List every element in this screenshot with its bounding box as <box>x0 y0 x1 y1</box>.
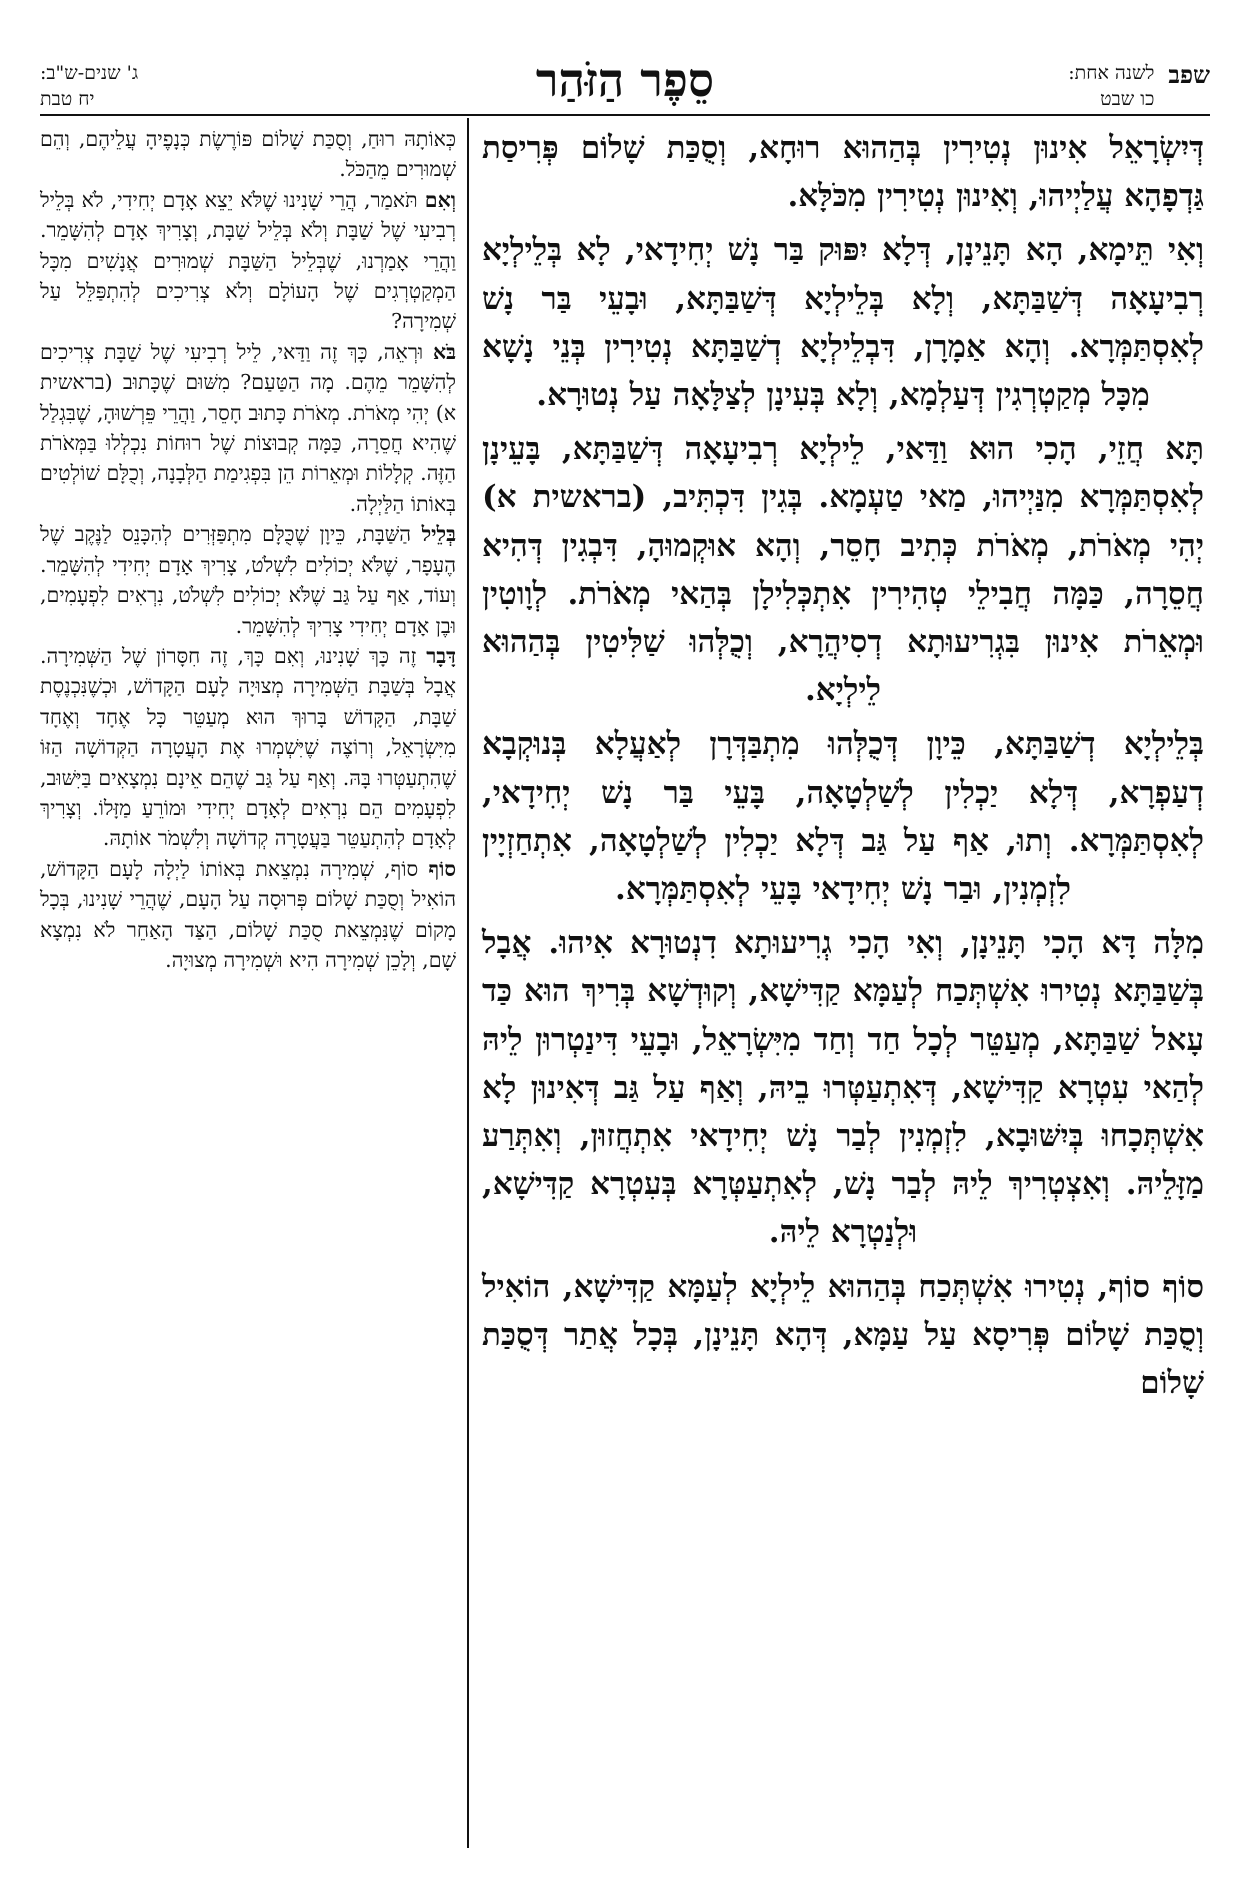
paragraph-text: תֹּאמַר, הֲרֵי שָׁנִינוּ שֶׁלֹּא יֵצֵא אָדָם יְחִידִי, לֹא בְּלֵיל רְבִיעִי שֶׁל שַׁבָּת וְלֹא בְּלֵיל שַׁבָּת, וְצָרִיךְ אָדָם לְהִשָּׁמֵר. וַהֲרֵי אָמַרְנוּ, שֶׁבְּלֵיל הַשַּׁבָּת שְׁמוּרִים אֲנָשִׁים מִכָּל הַמְקַטְרְגִים שֶׁל הָעוֹלָם וְלֹא צְרִיכִים לְהִתְפַּלֵּל עַל שְׁמִירָה? <box>40 187 456 334</box>
opening-word: תָּא <box>1165 431 1204 468</box>
paragraph-text: כְּאוֹתָהּ רוּחַ, וְסֻכַּת שָׁלוֹם פּוֹרֶשֶׂת כְּנָפֶיהָ עֲלֵיהֶם, וְהֵם שְׁמוּרִים מֵהַכֹּל. <box>40 127 456 182</box>
main-paragraph <box>482 226 1204 419</box>
schedule-three-years-date: יח טבת <box>40 88 95 110</box>
schedule-one-year-label: לשנה אחת: <box>1068 62 1155 84</box>
study-schedule-three-years <box>40 60 138 112</box>
opening-word: דָּבָר <box>426 643 456 668</box>
page-number: שפב <box>1168 60 1210 89</box>
paragraph-text: אִינוּן נְטִירִין בְּהַהוּא רוּחָא, וְסֻכַּת שָׁלוֹם פְּרִיסַת גַּדְפָהָא עֲלַיְיהוּ, וְאִינוּן נְטִירִין מִכֹּלָּא. <box>482 130 1204 215</box>
book-title: סֵפֶר הַזֹּהַר <box>535 53 715 107</box>
side-paragraph <box>40 185 456 337</box>
paragraph-text: חֲזֵי, הָכִי הוּא וַדַּאי, לֵילְיָא רְבִיעָאָה דְּשַׁבַּתָּא, בָּעֵינָן לְאִסְתַּמְּרָא מִנַּיְיהוּ, מַאי טַעְמָא. בְּגִין דִּכְתִּיב, (בראשית א) יְהִי מְאֹרֹת, מְאֹרֹת כְּתִיב חָסֵר, וְהָא אוּקְמוּהָ, דִּבְגִין דְּהִיא חֲסֵרָה, כַּמָּה חֲבִילֵי טְהִירִין אִתְכְּלִילָן בְּהַאי מְאֹרֹת. לְוָוטִין וּמְאֵרֹת אִינוּן בִּגְרִיעוּתָא דְסִיהֲרָא, וְכֻלְּהוּ שַׁלִּיטִין בְּהַהוּא לֵילְיָא. <box>482 431 1204 709</box>
paragraph-text: תֵּימָא, הָא תָּנֵינָן, דְּלָא יִפּוּק בַּר נָשׁ יְחִידָאי, לָא בְּלֵילְיָא רְבִיעָאָה דְּשַׁבַּתָּא, וְלָא בְּלֵילְיָא דְּשַׁבַּתָּא, וּבָעֵי בַּר נָשׁ לְאִסְתַּמְּרָא. וְהָא אַמָרָן, דִּבְלֵילְיָא דְשַׁבַּתָּא נְטִירִין בְּנֵי נָשָׁא מִכָּל מְקַטְרְגִין דְּעַלְמָא, וְלָא בְּעִינָן לְצַלָּאָה עַל נְטוּרָא. <box>482 232 1204 414</box>
opening-word: וְאִי <box>1168 232 1204 269</box>
opening-word: בְּלֵיל <box>421 522 456 547</box>
main-paragraph <box>482 919 1204 1256</box>
side-paragraph <box>40 337 456 519</box>
header-rule <box>40 114 1210 116</box>
paragraph-text: זֶה כָּךְ שָׁנִינוּ, וְאִם כָּךְ, זֶה חִסָּרוֹן שֶׁל הַשְּׁמִירָה. אֲבָל בְּשַׁבָּת הַשְּׁמִירָה מְצוּיָה לָעָם הַקָּדוֹשׁ, וּכְשֶׁנִּכְנֶסֶת שַׁבָּת, הַקָּדוֹשׁ בָּרוּךְ הוּא מְעַטֵּר כָּל אֶחָד וְאֶחָד מִיִּשְׂרָאֵל, וְרוֹצֶה שֶׁיִּשְׁמְרוּ אֶת הָעֲטָרָה הַקְּדוֹשָׁה הַזּוֹ שֶׁהִתְעַטְּרוּ בָּהּ. וְאַף עַל גַּב שֶׁהֵם אֵינָם נִמְצָאִים בַּיִּשּׁוּב, לִפְעָמִים הֵם נִרְאִים לְאָדָם יְחִידִי וּמוֹרֵעַ מַזָּלוֹ. וְצָרִיךְ לְאָדָם לְהִתְעַטֵּר בַּעֲטָרָה קְדוֹשָׁה וְלִשְׁמֹר אוֹתָהּ. <box>40 643 456 851</box>
paragraph-text: דְשַׁבַּתָּא, כֵּיוָן דְּכֻלְּהוּ מִתְבַּדְּרָן לְאַעֲלָא בְּנוּקְבָא דְעַפְרָא, דְּלָא יַכְלִין לְשַׁלְטָאָה, בָּעֵי בַּר נָשׁ יְחִידָאי, לְאִסְתַּמְּרָא. וְתוּ, אַף עַל גַּב דְּלָא יַכְלִין לְשַׁלְטָאָה, אִתְחַזְיָין לִזְמְנִין, וּבַר נָשׁ יְחִידָאי בָּעֵי לְאִסְתַּמְּרָא. <box>482 726 1204 908</box>
side-paragraph <box>40 641 456 854</box>
page-header <box>40 48 1210 136</box>
schedule-three-years-label: ג' שנים-ש"ב: <box>40 62 139 84</box>
opening-word: בְּלֵילְיָא <box>1123 726 1204 763</box>
opening-word: דְּיִשְׂרָאֵל <box>1109 130 1204 166</box>
side-paragraph <box>40 854 456 976</box>
column-divider <box>467 118 469 1848</box>
main-paragraph <box>482 720 1204 913</box>
paragraph-text: סוֹף, נְטִירוּ אִשְׁתְּכַח בְּהַהוּא לֵילְיָא לְעַמָּא קַדִּישָׁא, הוֹאִיל וְסֻכַּת שָׁלוֹם פְּרִיסָא עַל עַמָּא, דְּהָא תָּנֵינָן, בְּכָל אֲתַר דְּסֻכַּת שָׁלוֹם <box>482 1268 1204 1402</box>
main-paragraph <box>482 1263 1204 1408</box>
main-paragraph <box>482 425 1204 714</box>
opening-word: וְאִם <box>424 187 456 212</box>
paragraph-text: הַשַּׁבָּת, כֵּיוָן שֶׁכֻּלָּם מִתְפַּזְּרִים לְהִכָּנֵס לַנֶּקֶב שֶׁל הֶעָפָר, שֶׁלֹּא יְכוֹלִים לִשְׁלֹט, צָרִיךְ אָדָם יְחִידִי לְהִשָּׁמֵר. וְעוֹד, אַף עַל גַּב שֶׁלֹּא יְכוֹלִים לִשְׁלֹט, נִרְאִים לִפְעָמִים, וּבֶן אָדָם יְחִידִי צָרִיךְ לְהִשָּׁמֵר. <box>40 522 456 638</box>
main-paragraph <box>482 124 1204 220</box>
translation-column <box>40 124 456 975</box>
main-text-column <box>482 124 1204 1413</box>
side-paragraph <box>40 519 456 641</box>
opening-word: סוֹף <box>1162 1268 1204 1305</box>
opening-word: סוֹף <box>428 856 456 881</box>
paragraph-text: סוֹף, שְׁמִירָה נִמְצֵאת בְּאוֹתוֹ לַיְלָה לָעָם הַקָּדוֹשׁ, הוֹאִיל וְסֻכַּת שָׁלוֹם פְּרוּסָה עַל הָעָם, שֶׁהֲרֵי שָׁנִינוּ, בְּכָל מָקוֹם שֶׁנִּמְצֵאת סֻכַּת שָׁלוֹם, הַצַּד הָאַחֵר לֹא נִמְצָא שָׁם, וְלָכֵן שְׁמִירָה הִיא וּשְׁמִירָה מְצוּיָה. <box>40 856 456 972</box>
opening-word: בֹּא <box>432 339 456 364</box>
schedule-one-year-date: כו שבט <box>1100 88 1155 110</box>
paragraph-text: וּרְאֵה, כָּךְ זֶה וַדַּאי, לֵיל רְבִיעִי שֶׁל שַׁבָּת צְרִיכִים לְהִשָּׁמֵר מֵהֶם. מָה הַטַּעַם? מִשּׁוּם שֶׁכָּתוּב (בראשית א) יְהִי מְאֹרֹת. מְאֹרֹת כָּתוּב חָסֵר, וַהֲרֵי פֵּרְשׁוּהָ, שֶׁבִּגְלַל שֶׁהִיא חֲסֵרָה, כַּמָּה קְבוּצוֹת שֶׁל רוּחוֹת נִכְלְלוּ בַּמְּאֹרֹת הַזֶּה. קְלָלוֹת וּמְאֵרוֹת הֵן בִּפְגִימַת הַלְּבָנָה, וְכֻלָּם שׁוֹלְטִים בְּאוֹתוֹ הַלַּיְלָה. <box>40 339 456 516</box>
side-paragraph <box>40 124 456 185</box>
opening-word: מִלָּה <box>1153 925 1204 962</box>
paragraph-text: דָּא הָכִי תָּנֵינָן, וְאִי הָכִי גְרִיעוּתָא דִנְטוּרָא אִיהוּ. אֲבָל בְּשַׁבַּתָּא נְטִירוּ אִשְׁתְּכַח לְעַמָּא קַדִּישָׁא, וְקוּדְשָׁא בְּרִיךְ הוּא כַּד עָאל שַׁבַּתָּא, מְעַטֵּר לְכָל חַד וְחַד מִיִּשְׂרָאֵל, וּבָעֵי דִּינַטְרוּן לֵיהּ לְהַאי עִטְרָא קַדִּישָׁא, דְּאִתְעַטְּרוּ בֵיהּ, וְאַף עַל גַּב דְּאִינוּן לָא אִשְׁתְּכָחוּ בְּיִשּׁוּבָא, לִזְמְנִין לְבַר נָשׁ יְחִידָאי אִתְחֲזוּן, וְאִתְּרַע מַזָּלֵיהּ. וְאִצְטְרִיךְ לֵיהּ לְבַר נָשׁ, לְאִתְעַטְּרָא בְּעִטְרָא קַדִּישָׁא, וּלְנַטְרָא לֵיהּ. <box>482 925 1204 1251</box>
